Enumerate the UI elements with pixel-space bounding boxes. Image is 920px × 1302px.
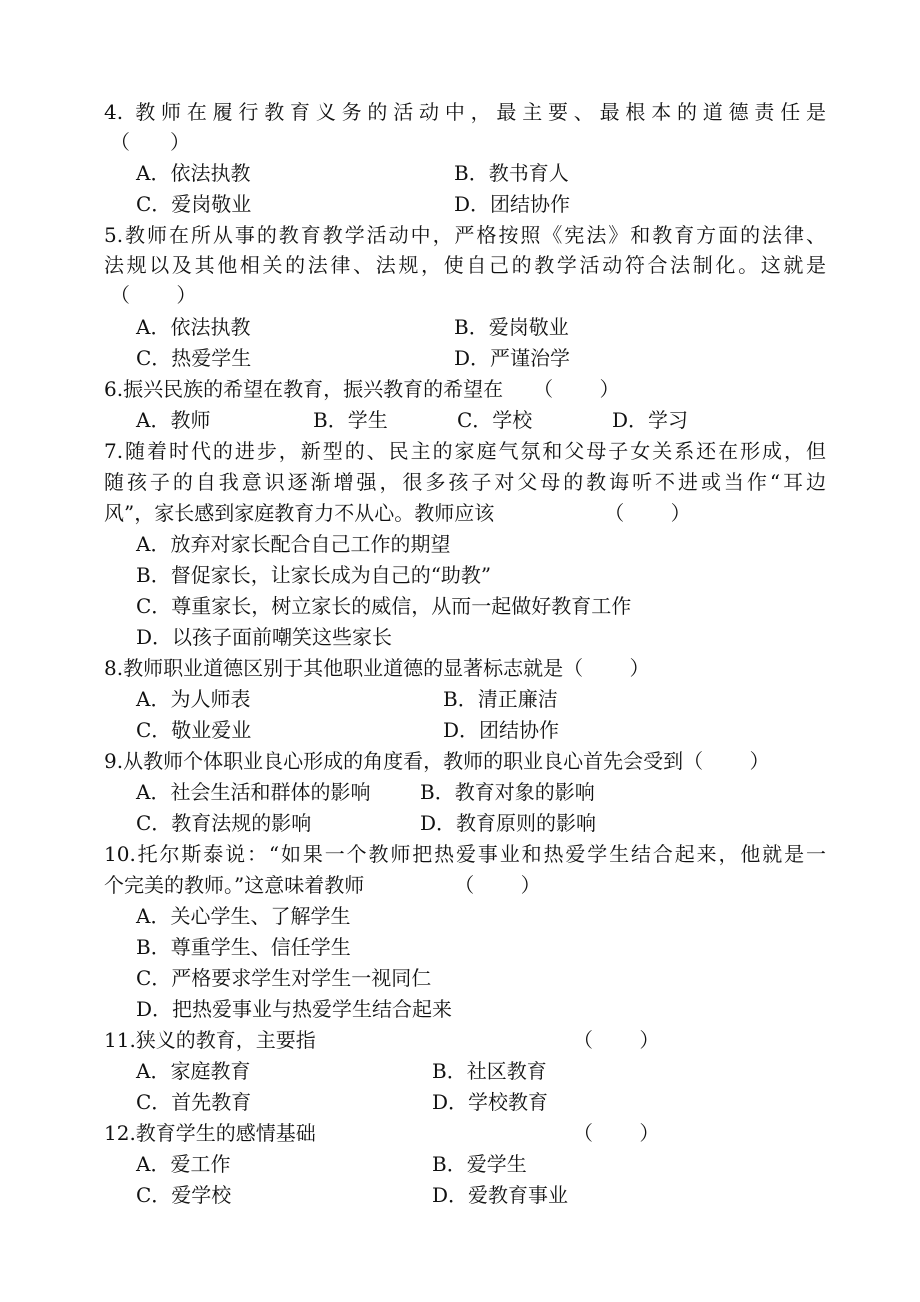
question-10-option-c: C．严格要求学生对学生一视同仁 <box>136 966 432 990</box>
question-6-option-d: D．学习 <box>612 408 689 432</box>
question-7-option-b: B．督促家长，让家长成为自己的“助教” <box>136 563 492 587</box>
question-7-stem-line-2: 随孩子的自我意识逐渐增强，很多孩子对父母的教诲听不进或当作“耳边 <box>104 470 826 494</box>
question-10-stem-line-1: 10.托尔斯泰说：“如果一个教师把热爱事业和热爱学生结合起来，他就是一 <box>104 842 826 866</box>
question-11-stem: 11.狭义的教育，主要指 <box>104 1028 316 1052</box>
question-7-option-d: D．以孩子面前嘲笑这些家长 <box>136 625 393 649</box>
question-5-option-b: B．爱岗敬业 <box>454 315 569 339</box>
question-4-answer-paren: （ ） <box>110 130 190 154</box>
question-10-option-b: B．尊重学生、信任学生 <box>136 935 351 959</box>
question-6-option-c: C．学校 <box>457 408 533 432</box>
question-6-stem: 6.振兴民族的希望在教育，振兴教育的希望在 （ ） <box>104 377 620 401</box>
question-4-option-c: C．爱岗敬业 <box>136 192 252 216</box>
question-12-option-b: B．爱学生 <box>432 1152 527 1176</box>
question-9-option-d: D．教育原则的影响 <box>420 811 597 835</box>
question-10-stem-line-2: 个完美的教师。”这意味着教师 （ ） <box>104 873 541 897</box>
question-11-option-a: A．家庭教育 <box>136 1059 251 1083</box>
question-5-stem-line-1: 5.教师在所从事的教育教学活动中，严格按照《宪法》和教育方面的法律、 <box>104 223 826 247</box>
question-5-stem-line-2: 法规以及其他相关的法律、法规，使自己的教学活动符合法制化。这就是 <box>104 253 826 277</box>
question-8-option-d: D．团结协作 <box>443 718 560 742</box>
question-10-option-a: A．关心学生、了解学生 <box>136 904 351 928</box>
question-4-option-d: D．团结协作 <box>454 192 571 216</box>
question-12-option-a: A．爱工作 <box>136 1152 231 1176</box>
question-7-option-c: C．尊重家长，树立家长的威信，从而一起做好教育工作 <box>136 594 632 618</box>
question-8-option-c: C．敬业爱业 <box>136 718 252 742</box>
question-5-option-c: C．热爱学生 <box>136 346 252 370</box>
question-10-option-d: D．把热爱事业与热爱学生结合起来 <box>136 997 453 1021</box>
question-11-option-c: C．首先教育 <box>136 1090 252 1114</box>
question-12-stem: 12.教育学生的感情基础 <box>104 1121 316 1145</box>
question-11-answer-paren: （ ） <box>573 1028 660 1052</box>
question-7-stem-line-3: 风”，家长感到家庭教育力不从心。教师应该 （ ） <box>104 501 691 525</box>
question-4-option-a: A．依法执教 <box>136 161 251 185</box>
question-9-option-b: B．教育对象的影响 <box>420 780 595 804</box>
question-5-answer-paren: （ ） <box>110 283 197 307</box>
question-12-answer-paren: （ ） <box>573 1121 660 1145</box>
question-6-option-a: A．教师 <box>136 408 211 432</box>
question-8-stem: 8.教师职业道德区别于其他职业道德的显著标志就是（ ） <box>104 656 650 680</box>
question-6-option-b: B．学生 <box>313 408 388 432</box>
question-9-option-c: C．教育法规的影响 <box>136 811 312 835</box>
question-8-option-a: A．为人师表 <box>136 687 251 711</box>
question-9-option-a: A．社会生活和群体的影响 <box>136 780 371 804</box>
question-7-option-a: A．放弃对家长配合自己工作的期望 <box>136 532 451 556</box>
question-4-option-b: B．教书育人 <box>454 161 569 185</box>
question-12-option-c: C．爱学校 <box>136 1183 232 1207</box>
question-11-option-d: D．学校教育 <box>432 1090 549 1114</box>
question-11-option-b: B．社区教育 <box>432 1059 547 1083</box>
question-7-stem-line-1: 7.随着时代的进步，新型的、民主的家庭气氛和父母子女关系还在形成，但 <box>104 439 826 463</box>
question-5-option-a: A．依法执教 <box>136 315 251 339</box>
question-5-option-d: D．严谨治学 <box>454 346 571 370</box>
question-9-stem: 9.从教师个体职业良心形成的角度看，教师的职业良心首先会受到（ ） <box>104 749 770 773</box>
question-12-option-d: D．爱教育事业 <box>432 1183 569 1207</box>
question-4-stem-line-1: 4. 教师在履行教育义务的活动中，最主要、最根本的道德责任是 <box>104 100 826 124</box>
question-8-option-b: B．清正廉洁 <box>443 687 558 711</box>
